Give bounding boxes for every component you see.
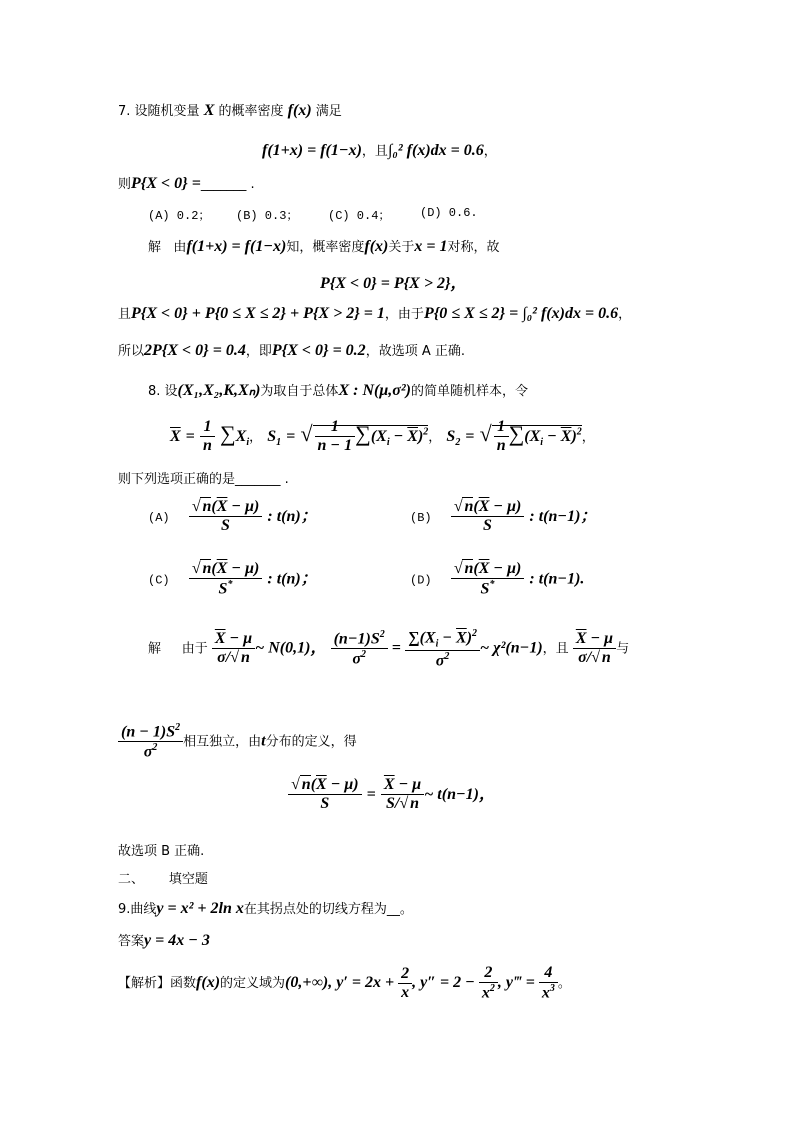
q7-fx: f(x) xyxy=(287,102,312,119)
q7-sol3-a: 且 xyxy=(118,307,132,322)
q7-sol3-expr2: P{0 ≤ X ≤ 2} = ∫₀² f(x)dx = 0.6 xyxy=(423,305,619,322)
q8-sol-t: t xyxy=(261,732,266,750)
q8-option-a-label: (A) xyxy=(148,511,170,525)
q9-stem-a: 9.曲线 xyxy=(118,902,157,917)
q9-curve-expr: y = x² + 2ln x xyxy=(156,900,244,917)
q7-sol1-b: 知，概率密度 xyxy=(286,240,365,255)
q7-solution-line1 xyxy=(148,236,500,256)
q7-symmetry-eq: f(1+x) = f(1−x) xyxy=(262,142,362,159)
q8-option-c-dist: : t(n)； xyxy=(267,570,317,588)
q7-option-b: (B) 0.3； xyxy=(236,209,299,223)
q7-sol4-expr2: P{X < 0} = 0.2 xyxy=(271,342,366,359)
s2-radicand xyxy=(492,418,582,454)
q7-ask-expr: P{X < 0} = xyxy=(131,175,201,192)
sqrt-symbol: √ xyxy=(300,421,313,446)
q7-sol1-a: 由 xyxy=(173,240,187,255)
q8-answer-blank: _______ xyxy=(235,472,281,487)
q8-solution-line1 xyxy=(148,628,629,670)
xbar-symbol: $\overline{X}$ xyxy=(170,428,181,445)
t-statistic-s: $\frac{√ n(\overline{X} - \mu)}{S}$ xyxy=(288,776,362,813)
equals-sign: = xyxy=(465,428,475,445)
q8-stem xyxy=(148,380,528,400)
q9-answer xyxy=(118,930,210,950)
q7-ask-pre: 则 xyxy=(118,177,132,192)
sep-comma: ， xyxy=(249,430,263,445)
fraction-1-over-n: $\frac{1}{n}$ xyxy=(494,418,509,455)
q7-ask xyxy=(118,173,255,193)
q8-option-a xyxy=(148,498,317,535)
q7-stem-text: 7. 设随机变量 xyxy=(118,104,200,119)
q7-sol1-fx: f(x) xyxy=(364,238,389,255)
q7-sol1-c: 关于 xyxy=(388,240,415,255)
q8-sol-c: ~ χ²(n−1) xyxy=(480,639,543,657)
equals-sign: = xyxy=(286,428,296,445)
sum-over-sigma: $\frac{\sum(X_i - \overline{X})^2}{\sigma^2}$ xyxy=(405,628,480,670)
q7-solution-eq: P{X < 0} = P{X > 2}， xyxy=(320,275,467,292)
chi-statistic: $\frac{(n-1)S^2}{\sigma^2}$ xyxy=(331,629,388,669)
q8-solution-label: 解 xyxy=(148,641,162,657)
q9-analysis-c: 。 xyxy=(557,975,571,991)
q7-stem-end: 满足 xyxy=(315,104,342,119)
q7-sol4-b: ，即 xyxy=(245,344,272,359)
q8-option-d-dist: : t(n−1). xyxy=(529,570,585,588)
q7-stem-mid: 的概率密度 xyxy=(218,104,284,119)
q7-condition xyxy=(262,140,497,160)
s1-radicand xyxy=(313,418,429,454)
equals-sign: = xyxy=(391,639,402,657)
q7-sol4-a: 所以 xyxy=(118,344,145,359)
s1-symbol: $S_1$ xyxy=(267,428,282,449)
q7-sol1-expr: f(1+x) = f(1−x) xyxy=(186,238,287,255)
q7-option-a: (A) 0.2； xyxy=(148,209,211,223)
q8-stem-b: 为取自于总体 xyxy=(260,384,339,399)
q9-analysis-b: 的定义域为 xyxy=(220,975,286,991)
q9-stem-b: 在其拐点处的切线方程为__。 xyxy=(243,902,413,917)
q7-var-x: X xyxy=(203,102,215,119)
q7-sol3-expr: P{X < 0} + P{0 ≤ X ≤ 2} + P{X > 2} = 1 xyxy=(131,305,385,322)
q9-answer-expr: y = 4x − 3 xyxy=(144,932,210,949)
section-title: 填空题 xyxy=(168,872,208,887)
fraction-1-over-n: $\frac{1}{n}$ xyxy=(200,418,215,455)
q9-answer-label: 答案 xyxy=(118,934,145,949)
q8-option-c xyxy=(148,560,317,598)
s2-symbol: $S_2$ xyxy=(446,428,461,449)
sep-comma: ， xyxy=(581,430,595,445)
q9-analysis-fx: f(x) xyxy=(196,973,221,991)
q9-stem xyxy=(118,898,413,918)
z-statistic: $\frac{\overline{X} - \mu}{\sigma/√ n}$ xyxy=(573,630,616,667)
chi-statistic: $\frac{(n - 1)S^2}{\sigma^2}$ xyxy=(118,722,183,762)
q7-solution-label: 解 xyxy=(148,240,162,255)
squared-deviation: $(X_i - \overline{X})^2$ xyxy=(370,426,429,449)
q8-option-a-dist: : t(n)； xyxy=(267,508,317,525)
q7-integral-eq: ∫₀² f(x)dx = 0.6 xyxy=(387,142,484,159)
t-statistic-s-star: $\frac{√ n(\overline{X} - \mu)}{S^*}$ xyxy=(189,560,263,598)
q8-derivation xyxy=(288,776,495,813)
sum-symbol: ∑ xyxy=(355,421,371,446)
t-statistic-s: $\frac{√ n(\overline{X} - \mu)}{S}$ xyxy=(189,498,263,535)
q8-option-b xyxy=(410,498,596,535)
q7-stem xyxy=(118,100,342,120)
x-i-term: $X_i$ xyxy=(235,428,250,449)
q9-analysis-label: 【解析】 xyxy=(118,975,171,991)
sum-symbol: ∑ xyxy=(508,421,525,446)
equals-sign: = xyxy=(366,786,376,803)
q8-ask xyxy=(118,468,289,487)
section-heading xyxy=(118,868,208,887)
q8-conclusion: 故选项 B 正确. xyxy=(118,844,205,859)
sum-symbol: ∑ xyxy=(219,421,236,446)
fraction-1-over-n-minus-1: $\frac{1}{n - 1}$ xyxy=(315,418,356,455)
q7-option-c: (C) 0.4； xyxy=(328,209,391,223)
q9-domain: (0,+∞) xyxy=(285,973,329,991)
q7-cond-end: ， xyxy=(483,144,497,159)
q8-option-d-label: (D) xyxy=(410,573,432,588)
q8-sol-e: 与 xyxy=(616,641,630,657)
t-statistic-compound: $\frac{\overline{X} - \mu}{S/√ n}$ xyxy=(381,776,424,813)
q8-ask-text: 则下列选项正确的是 xyxy=(118,472,236,487)
section-number: 二、 xyxy=(118,872,145,887)
q7-cond-mid: ，且 xyxy=(361,144,388,159)
q8-stem-a: 8. 设 xyxy=(148,384,178,399)
q7-sol4-c: ，故选项 A 正确. xyxy=(365,344,465,359)
q8-sol-f: 相互独立，由 xyxy=(183,734,262,750)
z-statistic: $\frac{\overline{X} - \mu}{\sigma/√ n}$ xyxy=(212,630,255,667)
q8-sol-a: 由于 xyxy=(181,641,208,657)
q7-sol1-d: 对称，故 xyxy=(447,240,500,255)
q9-analysis-a: 函数 xyxy=(170,975,197,991)
q7-sol1-x: x = 1 xyxy=(414,238,448,255)
q7-answer-blank: _______ xyxy=(200,177,247,192)
q7-sol4-expr: 2P{X < 0} = 0.4 xyxy=(144,342,246,359)
q8-sol-d: ，且 xyxy=(542,641,569,657)
q9-analysis xyxy=(118,964,571,1002)
q7-ask-end: . xyxy=(250,177,255,192)
sqrt-symbol: √ xyxy=(479,421,492,446)
q8-definitions xyxy=(170,418,595,455)
q7-sol3-c: ， xyxy=(618,307,632,322)
q8-option-c-label: (C) xyxy=(148,573,170,588)
q8-ask-end: . xyxy=(284,472,289,487)
sep-comma: ， xyxy=(428,430,442,445)
q8-stem-c: 的简单随机样本，令 xyxy=(410,384,528,399)
t-statistic-s-star: $\frac{√ n(\overline{X} - \mu)}{S^*}$ xyxy=(451,560,525,598)
q9-derivatives: , y′ = 2x + $\frac{2}{x}$ , y″ = 2 − $\frac{2}{x^2}$ , y‴ = $\frac{4}{x^3}$ xyxy=(328,974,558,991)
q8-option-b-label: (B) xyxy=(410,511,432,525)
q7-option-d: (D) 0.6. xyxy=(420,206,478,220)
q8-solution-line2 xyxy=(118,722,357,762)
q8-sample: (X₁,X₂,K,Xₙ) xyxy=(177,382,261,399)
q7-solution-line4 xyxy=(118,340,465,360)
q8-sol-g: 分布的定义，得 xyxy=(265,734,357,750)
q8-option-d xyxy=(410,560,584,598)
t-statistic-s: $\frac{√ n(\overline{X} - \mu)}{S}$ xyxy=(451,498,525,535)
q8-population: X : N(μ,σ²) xyxy=(338,382,411,399)
equals-sign: = xyxy=(185,428,195,445)
q8-sol-b: ~ N(0,1)， xyxy=(255,639,327,657)
q8-option-b-dist: : t(n−1)； xyxy=(529,508,597,525)
q8-sol-h: ~ t(n−1)， xyxy=(424,786,496,803)
q7-sol3-b: ，由于 xyxy=(384,307,424,322)
q7-solution-line3 xyxy=(118,303,631,323)
squared-deviation: $(X_i - \overline{X})^2$ xyxy=(524,426,582,449)
